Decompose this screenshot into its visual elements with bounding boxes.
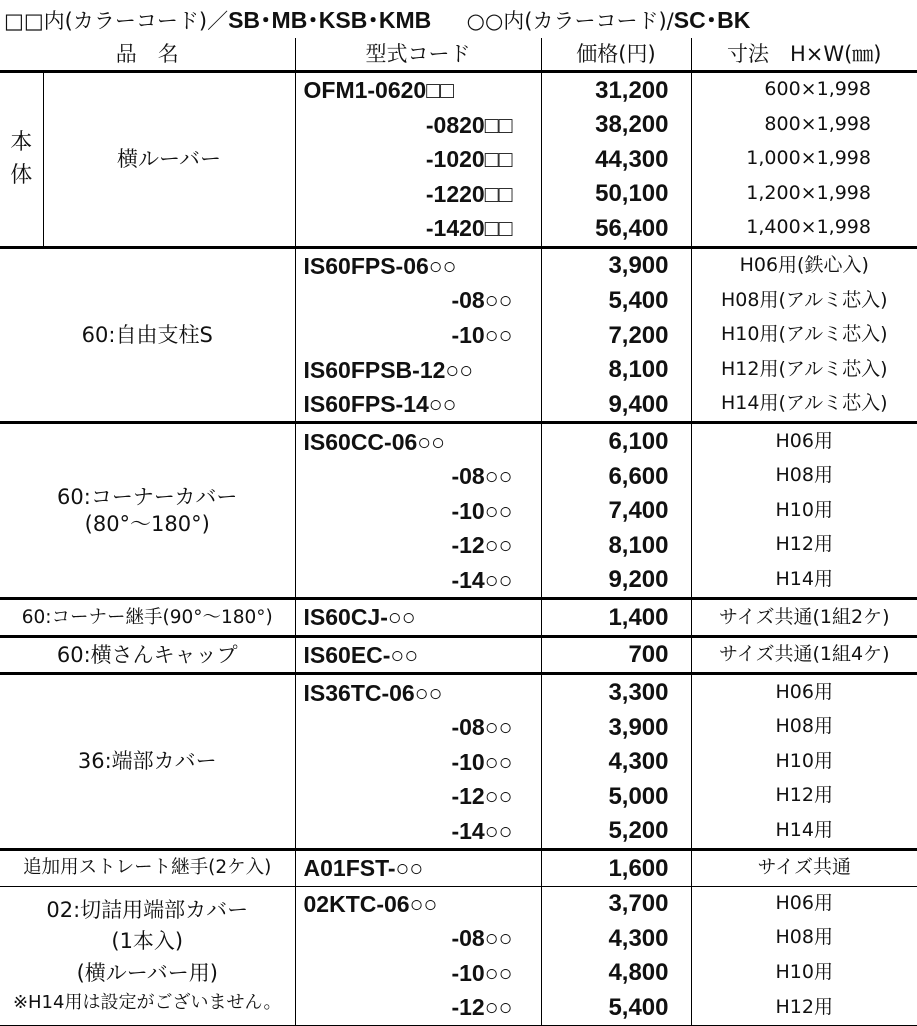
header-product-name: 品 名 bbox=[0, 38, 295, 72]
dimensions: H14用(アルミ芯入) bbox=[691, 387, 917, 423]
model-code: -12○○ bbox=[295, 779, 541, 814]
price: 9,400 bbox=[541, 387, 691, 423]
dimensions: H06用 bbox=[691, 886, 917, 921]
model-code: IS60CC-06○○ bbox=[295, 423, 541, 459]
dimensions: H06用 bbox=[691, 423, 917, 459]
model-code: -08○○ bbox=[295, 459, 541, 494]
honbody-label-line2: 体 bbox=[10, 163, 33, 189]
price: 6,600 bbox=[541, 459, 691, 494]
model-code: IS60EC-○○ bbox=[295, 636, 541, 674]
model-code: -14○○ bbox=[295, 563, 541, 599]
product-corner-joint: 60:コーナー継手(90°～180°) bbox=[21, 606, 273, 628]
price: 7,200 bbox=[541, 318, 691, 353]
dimensions: H06用(鉄心入) bbox=[691, 247, 917, 283]
table-row bbox=[0, 886, 917, 921]
price: 38,200 bbox=[541, 108, 691, 143]
model-code: 02KTC-06○○ bbox=[295, 886, 541, 921]
table-row bbox=[0, 247, 917, 283]
price: 1,400 bbox=[541, 599, 691, 637]
cut-cover-line1: 02:切詰用端部カバー bbox=[46, 897, 249, 922]
dimensions: 800×1,998 bbox=[691, 108, 917, 143]
model-code: -0820□□ bbox=[295, 108, 541, 143]
dimensions: H12用 bbox=[691, 990, 917, 1025]
louver-color-codes: SB･MB･KSB･KMB bbox=[228, 7, 432, 33]
dimensions: H12用 bbox=[691, 779, 917, 814]
cut-cover-line3: (横ルーバー用) bbox=[76, 960, 218, 985]
product-free-post: 60:自由支柱S bbox=[81, 322, 213, 347]
product-cut-end-cover bbox=[0, 886, 295, 1025]
price-table bbox=[0, 38, 917, 1026]
dimensions: サイズ共通(1組2ケ) bbox=[691, 599, 917, 637]
model-code: -10○○ bbox=[295, 318, 541, 353]
price: 3,900 bbox=[541, 710, 691, 745]
price: 6,100 bbox=[541, 423, 691, 459]
table-row bbox=[0, 599, 917, 637]
price: 4,300 bbox=[541, 744, 691, 779]
dimensions: H08用 bbox=[691, 710, 917, 745]
honbody-label bbox=[0, 72, 43, 248]
model-code: OFM1-0620□□ bbox=[295, 72, 541, 108]
dimensions: H12用(アルミ芯入) bbox=[691, 352, 917, 387]
model-code: -12○○ bbox=[295, 990, 541, 1025]
product-rail-cap: 60:横さんキャップ bbox=[56, 642, 238, 667]
price: 5,400 bbox=[541, 990, 691, 1025]
model-code: -14○○ bbox=[295, 813, 541, 849]
model-code: -1420□□ bbox=[295, 211, 541, 247]
table-row bbox=[0, 423, 917, 459]
model-code: -08○○ bbox=[295, 710, 541, 745]
dimensions: H06用 bbox=[691, 674, 917, 710]
model-code: -08○○ bbox=[295, 921, 541, 956]
dimensions: 1,400×1,998 bbox=[691, 211, 917, 247]
accessory-color-codes: SC･BK bbox=[673, 7, 751, 33]
dimensions: H10用 bbox=[691, 956, 917, 991]
table-row bbox=[0, 72, 917, 108]
table-row bbox=[0, 674, 917, 710]
header-price: 価格(円) bbox=[541, 38, 691, 72]
price: 44,300 bbox=[541, 142, 691, 177]
table-header-row bbox=[0, 38, 917, 72]
price: 8,100 bbox=[541, 352, 691, 387]
dimensions: H08用 bbox=[691, 459, 917, 494]
model-code: -10○○ bbox=[295, 494, 541, 529]
model-code: IS60FPS-06○○ bbox=[295, 247, 541, 283]
model-code: A01FST-○○ bbox=[295, 850, 541, 887]
corner-cover-line2: (80°～180°) bbox=[84, 511, 210, 536]
product-end-cover: 36:端部カバー bbox=[77, 749, 217, 774]
price: 5,200 bbox=[541, 813, 691, 849]
louver-color-code-prefix: □□内(カラーコード)／ bbox=[4, 9, 229, 33]
dimensions: サイズ共通 bbox=[691, 850, 917, 887]
product-straight-joint: 追加用ストレート継手(2ケ入) bbox=[23, 857, 272, 879]
dimensions: サイズ共通(1組4ケ) bbox=[691, 636, 917, 674]
model-code: -12○○ bbox=[295, 528, 541, 563]
price: 3,700 bbox=[541, 886, 691, 921]
product-corner-cover bbox=[0, 423, 295, 599]
model-code: -08○○ bbox=[295, 283, 541, 318]
model-code: IS60FPS-14○○ bbox=[295, 387, 541, 423]
cut-cover-line2: (1本入) bbox=[111, 929, 184, 954]
dimensions: H10用 bbox=[691, 494, 917, 529]
price: 3,900 bbox=[541, 247, 691, 283]
dimensions: H12用 bbox=[691, 528, 917, 563]
table-row bbox=[0, 850, 917, 887]
dimensions: H10用 bbox=[691, 744, 917, 779]
table-row bbox=[0, 636, 917, 674]
model-code: IS60FPSB-12○○ bbox=[295, 352, 541, 387]
model-code: IS60CJ-○○ bbox=[295, 599, 541, 637]
price: 1,600 bbox=[541, 850, 691, 887]
dimensions: 600×1,998 bbox=[691, 72, 917, 108]
price: 56,400 bbox=[541, 211, 691, 247]
price: 700 bbox=[541, 636, 691, 674]
cut-cover-note: ※H14用は設定がございません。 bbox=[12, 992, 282, 1014]
model-code: -1220□□ bbox=[295, 177, 541, 212]
price: 3,300 bbox=[541, 674, 691, 710]
model-code: -10○○ bbox=[295, 956, 541, 991]
dimensions: 1,000×1,998 bbox=[691, 142, 917, 177]
price: 5,400 bbox=[541, 283, 691, 318]
color-code-header bbox=[4, 2, 750, 38]
price: 9,200 bbox=[541, 563, 691, 599]
dimensions: H08用 bbox=[691, 921, 917, 956]
price: 4,800 bbox=[541, 956, 691, 991]
price: 8,100 bbox=[541, 528, 691, 563]
honbody-label-line1: 本 bbox=[10, 130, 33, 156]
price: 50,100 bbox=[541, 177, 691, 212]
dimensions: 1,200×1,998 bbox=[691, 177, 917, 212]
corner-cover-line1: 60:コーナーカバー bbox=[57, 484, 238, 509]
dimensions: H14用 bbox=[691, 563, 917, 599]
dimensions: H14用 bbox=[691, 813, 917, 849]
model-code: IS36TC-06○○ bbox=[295, 674, 541, 710]
header-model-code: 型式コード bbox=[295, 38, 541, 72]
model-code: -1020□□ bbox=[295, 142, 541, 177]
dimensions: H10用(アルミ芯入) bbox=[691, 318, 917, 353]
price: 7,400 bbox=[541, 494, 691, 529]
price: 31,200 bbox=[541, 72, 691, 108]
dimensions: H08用(アルミ芯入) bbox=[691, 283, 917, 318]
product-louver: 横ルーバー bbox=[117, 146, 221, 171]
price: 5,000 bbox=[541, 779, 691, 814]
header-dimensions: 寸法 H×W(㎜) bbox=[691, 38, 917, 72]
accessory-color-code-prefix: ○○内(カラーコード)/ bbox=[466, 9, 674, 33]
price: 4,300 bbox=[541, 921, 691, 956]
model-code: -10○○ bbox=[295, 744, 541, 779]
